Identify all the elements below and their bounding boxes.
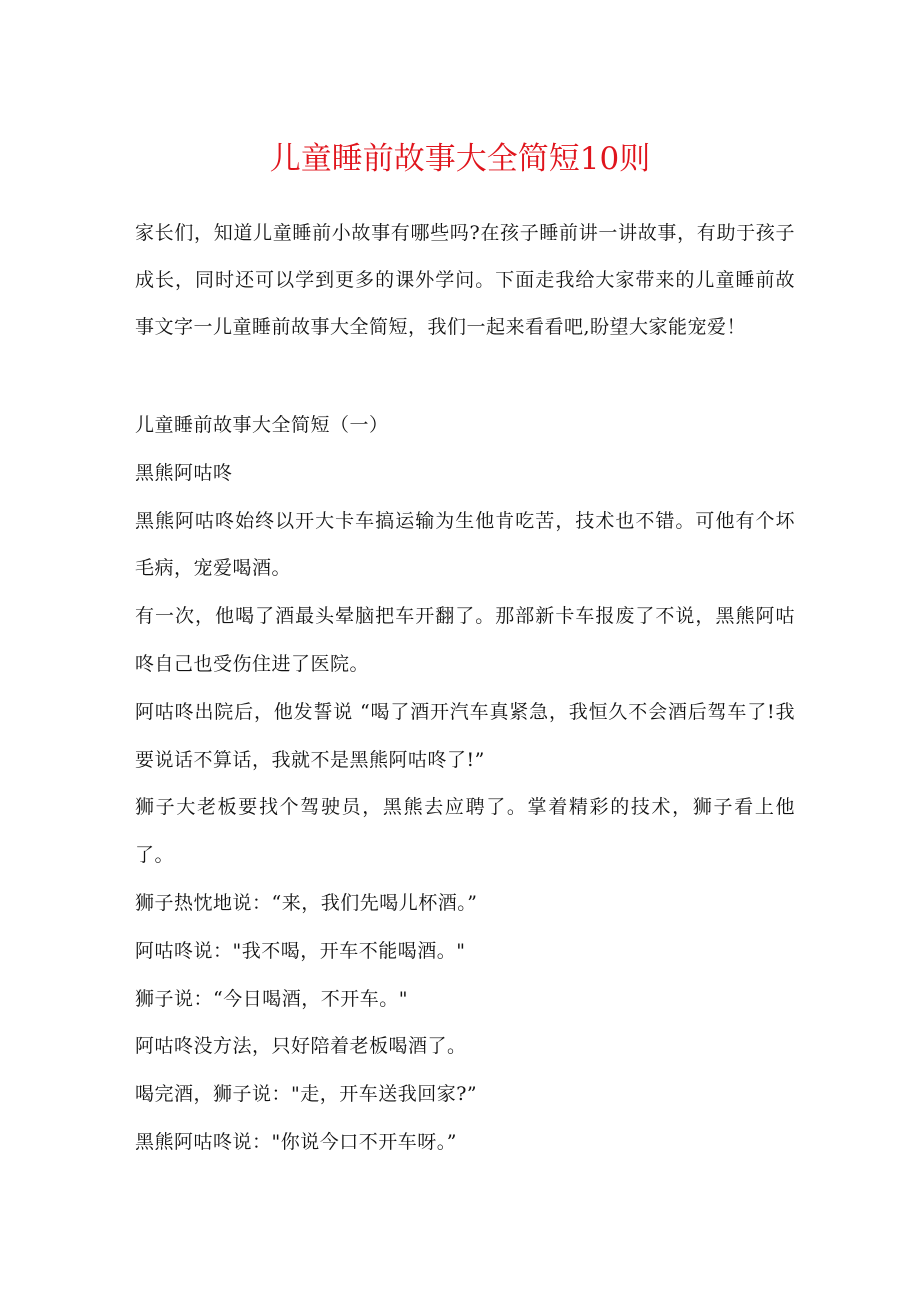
story-paragraph: 黑熊阿咕咚始终以开大卡车搞运输为生他肯吃苦，技术也不错。可他有个坏毛病，宠爱喝酒。 xyxy=(135,509,795,580)
section-heading: 儿童睡前故事大全简短（一） xyxy=(135,414,389,436)
story-paragraph: 阿咕咚说："我不喝，开车不能喝酒。" xyxy=(135,939,466,962)
story-paragraph: 狮子说：“今日喝酒，不开车。" xyxy=(135,987,408,1010)
story-paragraph: 有一次，他喝了酒最头晕脑把车开翻了。那部新卡车报废了不说，黑熊阿咕咚自己也受伤住进了医院。 xyxy=(135,605,795,675)
story-paragraph: 喝完酒，狮子说："走，开车送我回家?” xyxy=(135,1083,478,1106)
story-paragraph: 狮子大老板要找个驾驶员，黑熊去应聘了。掌着精彩的技术，狮子看上他了。 xyxy=(135,796,795,867)
story-paragraph: 狮子热忱地说：“来，我们先喝儿杯酒。” xyxy=(135,891,478,914)
story-paragraph: 阿咕咚没方法，只好陪着老板喝酒了。 xyxy=(135,1035,467,1058)
story-title: 黑熊阿咕咚 xyxy=(135,461,233,484)
story-section xyxy=(135,402,795,1167)
story-paragraph: 黑熊阿咕咚说："你说今口不开车呀。” xyxy=(135,1130,457,1153)
story-paragraph: 阿咕咚出院后，他发誓说 “喝了酒开汽车真紧急，我恒久不会酒后驾车了!我要说话不算话，我就不是黑熊阿咕咚了!” xyxy=(135,700,795,771)
document-title: 儿童睡前故事大全简短10则 xyxy=(269,141,651,177)
intro-paragraph: 家长们，知道儿童睡前小故事有哪些吗?在孩子睡前讲一讲故事，有助于孩子成长，同时还可以学到更多的课外学问。下面走我给大家带来的儿童睡前故事文字一儿童睡前故事大全简短，我们一起来看看吧,盼望大家能宠爱！ xyxy=(135,222,795,338)
